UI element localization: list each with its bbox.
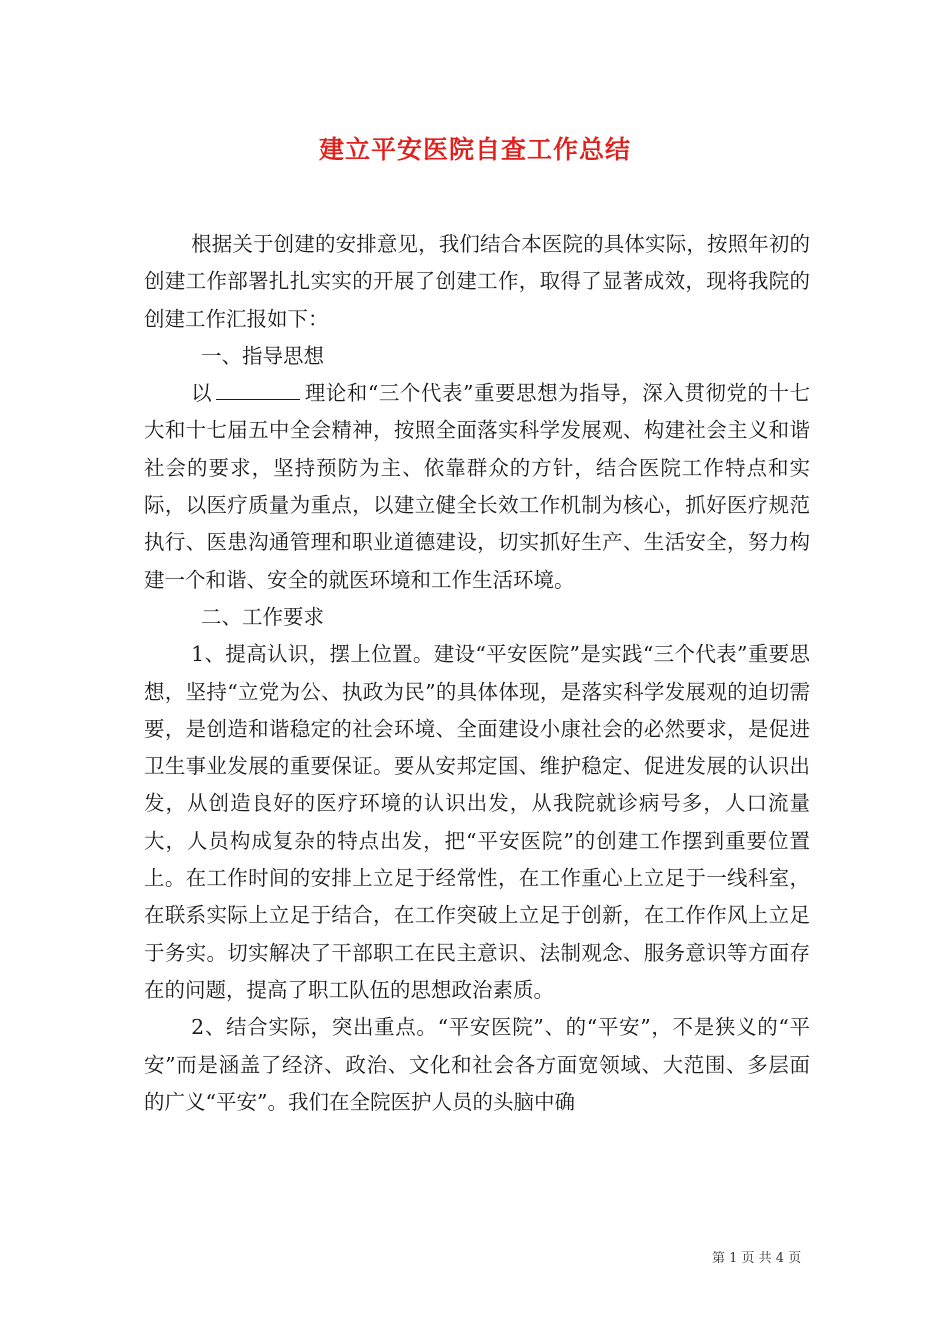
document-body bbox=[144, 226, 810, 1121]
requirement-item-2: 2、结合实际，突出重点。“平安医院”、的“平安”，不是狭义的“平安”而是涵盖了经济、政治、文化和社会各方面宽领域、大范围、多层面的广义“平安”。我们在全院医护人员的头脑中确 bbox=[144, 1015, 810, 1114]
intro-paragraph: 根据关于创建的安排意见，我们结合本医院的具体实际，按照年初的创建工作部署扎扎实实的开展了创建工作，取得了显著成效，现将我院的创建工作汇报如下： bbox=[144, 232, 810, 331]
fill-in-blank bbox=[216, 378, 300, 401]
guiding-thought-text: 理论和“三个代表”重要思想为指导，深入贯彻党的十七大和十七届五中全会精神，按照全面落实科学发展观、构建社会主义和谐社会的要求，坚持预防为主、依靠群众的方针，结合医院工作特点和实际，以医疗质量为重点，以建立健全长效工作机制为核心，抓好医疗规范执行、医患沟通管理和职业道德建设，切实抓好生产、生活安全，努力构建一个和谐、安全的就医环境和工作生活环境。 bbox=[144, 381, 811, 592]
requirement-item-1: 1、提高认识，摆上位置。建设“平安医院”是实践“三个代表”重要思想，坚持“立党为公、执政为民”的具体体现，是落实科学发展观的迫切需要，是创造和谐稳定的社会环境、全面建设小康社会的必然要求，是促进卫生事业发展的重要保证。要从安邦定国、维护稳定、促进发展的认识出发，从创造良好的医疗环境的认识出发，从我院就诊病号多，人口流量大，人员构成复杂的特点出发，把“平安医院”的创建工作摆到重要位置上。在工作时间的安排上立足于经常性，在工作重心上立足于一线科室，在联系实际上立足于结合，在工作突破上立足于创新，在工作作风上立足于务实。切实解决了干部职工在民主意识、法制观念、服务意识等方面存在的问题，提高了职工队伍的思想政治素质。 bbox=[144, 642, 810, 1002]
section-heading-guiding-thought: 一、指导思想 bbox=[201, 343, 324, 368]
guiding-thought-paragraph bbox=[144, 375, 810, 599]
document-title: 建立平安医院自查工作总结 bbox=[318, 135, 631, 164]
guiding-thought-prefix: 以 bbox=[191, 381, 213, 406]
page-number: 第 1 页 共 4 页 bbox=[712, 1251, 802, 1266]
section-heading-work-requirements: 二、工作要求 bbox=[201, 604, 324, 629]
